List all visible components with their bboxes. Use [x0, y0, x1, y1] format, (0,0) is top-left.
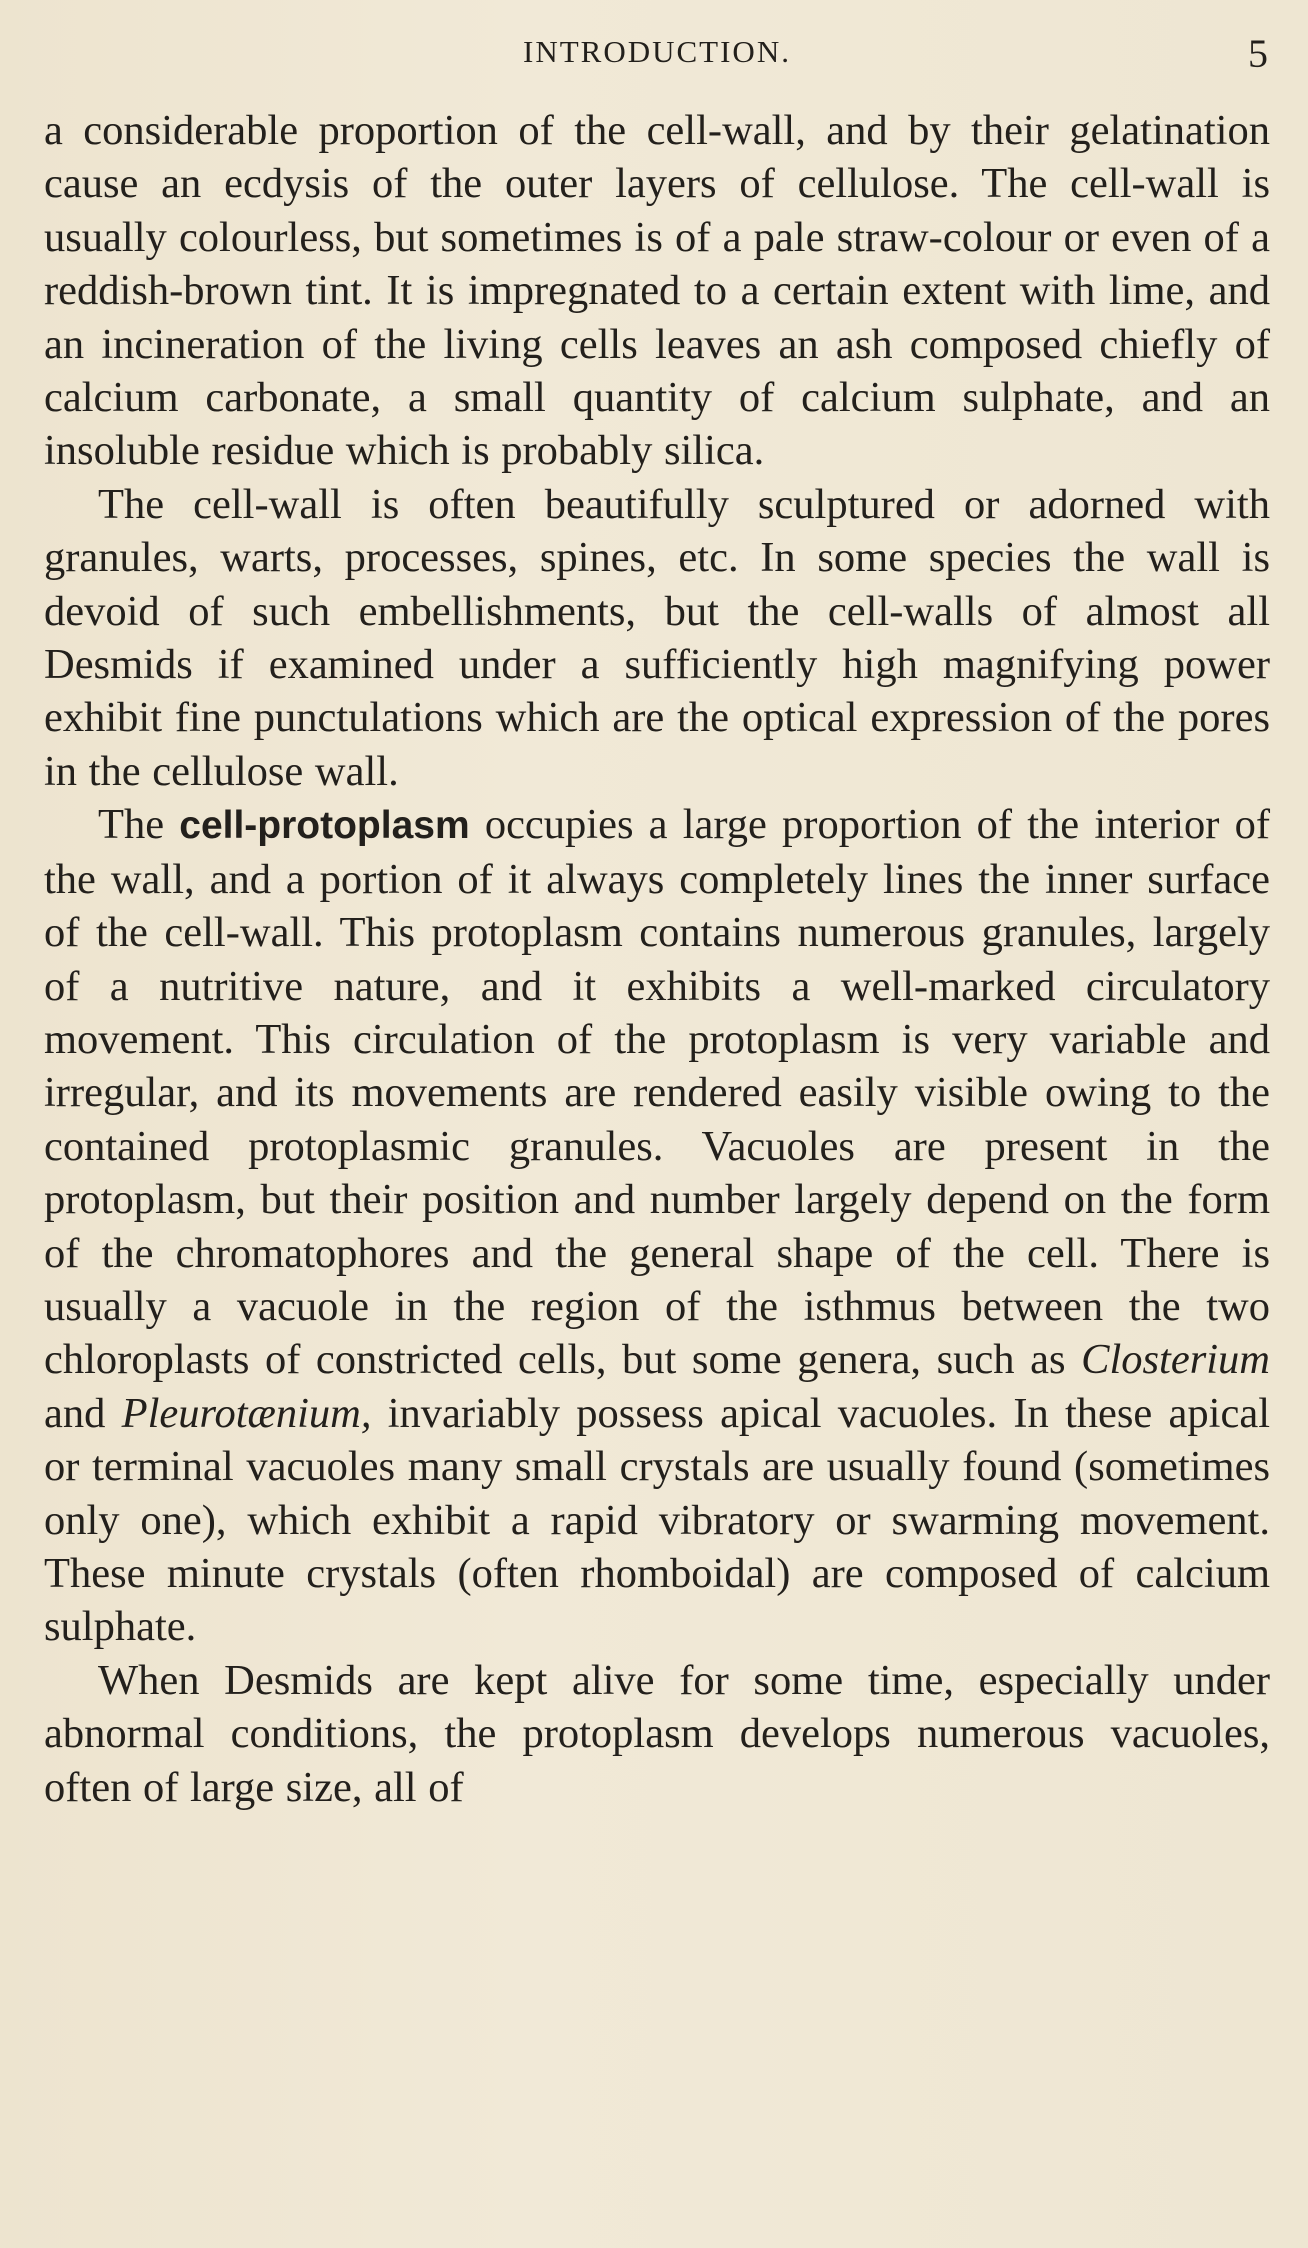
- body-text: [44, 104, 1270, 1814]
- page-number: 5: [1248, 31, 1268, 76]
- paragraph-conjunction: and: [44, 1389, 122, 1437]
- genus-closterium: Closterium: [1081, 1336, 1270, 1384]
- paragraph-cell-wall-continued: a considerable proportion of the cell-wall, and by their gelatination cause an ecdysis of the outer layers of cellulose. The cell-wall is usually colourless, but sometimes is of a pale straw-colour or even of a reddish-brown tint. It is impregnated to a certain extent with lime, and an incineration of the living cells leaves an ash composed chiefly of calcium carbonate, a small quantity of calcium sulphate, and an insoluble residue which is probably silica.: [44, 107, 1270, 475]
- paragraph-cell-protoplasm: [44, 798, 1270, 1654]
- running-title: INTRODUCTION.: [523, 34, 791, 69]
- paragraph-text-part-2: invariably possess apical vacuoles. In these apical or terminal vacuoles many small crystals are usually found (sometimes only one), which exhibit a rapid vibratory or swarming movement. These minute crystals (often rhomboidal) are composed of calcium sulphate.: [44, 1389, 1270, 1651]
- paragraph-text-part-1: occupies a large proportion of the interior of the wall, and a portion of it always completely lines the inner surface of the cell-wall. This protoplasm contains numerous granules, largely of a nutritive nature, and it exhibits a well-marked circulatory movement. This circulation of the protoplasm is very variable and irregular, and its movements are rendered easily visible owing to the contained protoplasmic granules. Vacuoles are present in the protoplasm, but their position and number largely depend on the form of the chromatophores and the general shape of the cell. There is usually a vacuole in the region of the isthmus between the two chloroplasts of constricted cells, but some genera, such as: [44, 801, 1270, 1384]
- running-head: [44, 30, 1270, 80]
- paragraph-vacuoles: When Desmids are kept alive for some time, especially under abnormal conditions, the protoplasm develops numerous vacuoles, often of large size, all of: [44, 1656, 1270, 1811]
- genus-pleurotaenium: Pleurotænium,: [121, 1389, 372, 1437]
- bold-term-cell-protoplasm: cell-protoplasm: [179, 804, 470, 848]
- paragraph-cell-wall-sculpture: The cell-wall is often beautifully sculptured or adorned with granules, warts, processes, spines, etc. In some species the wall is devoid of such embellishments, but the cell-walls of almost all Desmids if examined under a sufficiently high magnifying power exhibit fine punctulations which are the optical expression of the pores in the cellulose wall.: [44, 480, 1270, 795]
- paragraph-lead-text: The: [98, 801, 180, 849]
